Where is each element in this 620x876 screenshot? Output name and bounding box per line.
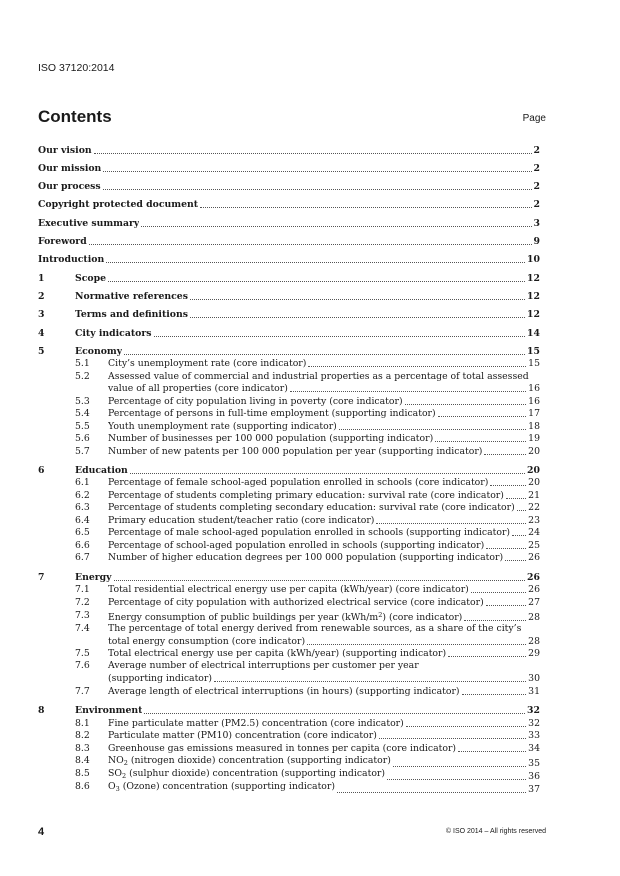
toc-subentry[interactable]: Fine particulate matter (PM2.5) concentration (core indicator) 32: [108, 718, 540, 729]
toc-subentry[interactable]: Energy consumption of public buildings per year $(kWh/m^2)$ (core indicator) 28: [108, 611, 540, 623]
subclause-number: 7.2: [75, 597, 90, 608]
subclause-number: 7.3: [75, 610, 90, 621]
subclause-number: 8.2: [75, 730, 90, 741]
toc-entry-economy[interactable]: Economy 15: [75, 346, 540, 357]
subclause-number: 5.3: [75, 396, 90, 407]
toc-subentry[interactable]: $SO_2$ (sulphur dioxide) concentration (supporting indicator) 36: [108, 768, 540, 782]
toc-subentry[interactable]: Percentage of city population with authorized electrical service (core indicator) 27: [108, 597, 540, 608]
toc-subentry[interactable]: City’s unemployment rate (core indicator) 15: [108, 358, 540, 369]
clause-number: 8: [38, 705, 45, 716]
toc-subentry[interactable]: Percentage of students completing secondary education: survival rate (core indicator) 22: [108, 502, 540, 513]
subclause-number: 7.4: [75, 623, 90, 634]
toc-subentry[interactable]: $NO_2$ (nitrogen dioxide) concentration (supporting indicator) 35: [108, 755, 540, 769]
toc-subentry-line: The percentage of total energy derived from renewable sources, as a share of the city’s: [108, 623, 522, 634]
clause-number: 5: [38, 346, 45, 357]
toc-entry-copyright[interactable]: Copyright protected document 2: [38, 199, 540, 210]
toc-subentry[interactable]: Percentage of male school-aged population enrolled in schools (supporting indicator) 24: [108, 527, 540, 538]
toc-subentry[interactable]: Particulate matter (PM10) concentration (core indicator) 33: [108, 730, 540, 741]
toc-subentry[interactable]: Average length of electrical interruptions (in hours) (supporting indicator) 31: [108, 686, 540, 697]
toc-entry-environment[interactable]: Environment 32: [75, 705, 540, 716]
subclause-number: 6.2: [75, 490, 90, 501]
toc-subentry[interactable]: Total residential electrical energy use per capita (kWh/year) (core indicator) 26: [108, 584, 540, 595]
toc-subentry[interactable]: $O_3$ (Ozone) concentration (supporting indicator) 37: [108, 781, 540, 795]
subclause-number: 6.6: [75, 540, 90, 551]
toc-entry-our-process[interactable]: Our process 2: [38, 181, 540, 192]
toc-subentry-line: Average number of electrical interruptions per customer per year: [108, 660, 419, 671]
toc-subentry[interactable]: Percentage of school-aged population enrolled in schools (supporting indicator) 25: [108, 540, 540, 551]
toc-subentry[interactable]: Percentage of city population living in poverty (core indicator) 16: [108, 396, 540, 407]
toc-entry-foreword[interactable]: Foreword 9: [38, 236, 540, 247]
subclause-number: 8.6: [75, 781, 90, 792]
subclause-number: 6.3: [75, 502, 90, 513]
subclause-number: 7.6: [75, 660, 90, 671]
subclause-number: 8.1: [75, 718, 90, 729]
toc-subentry[interactable]: value of all properties (core indicator) 16: [108, 383, 540, 394]
toc-subentry[interactable]: Greenhouse gas emissions measured in tonnes per capita (core indicator) 34: [108, 743, 540, 754]
subclause-number: 7.1: [75, 584, 90, 595]
toc-subentry[interactable]: Percentage of persons in full-time employment (supporting indicator) 17: [108, 408, 540, 419]
clause-number: 6: [38, 465, 45, 476]
clause-number: 3: [38, 309, 45, 320]
toc-subentry[interactable]: Youth unemployment rate (supporting indicator) 18: [108, 421, 540, 432]
toc-subentry[interactable]: Number of businesses per 100 000 population (supporting indicator) 19: [108, 433, 540, 444]
subclause-number: 8.4: [75, 755, 90, 766]
subclause-number: 5.6: [75, 433, 90, 444]
subclause-number: 8.5: [75, 768, 90, 779]
toc-entry-terms-definitions[interactable]: Terms and definitions 12: [75, 309, 540, 320]
toc-subentry-line: Assessed value of commercial and industrial properties as a percentage of total assessed: [108, 371, 529, 382]
subclause-number: 6.4: [75, 515, 90, 526]
contents-title: Contents: [38, 107, 112, 126]
toc-entry-normative-references[interactable]: Normative references 12: [75, 291, 540, 302]
clause-number: 7: [38, 572, 45, 583]
subclause-number: 7.5: [75, 648, 90, 659]
subclause-number: 5.2: [75, 371, 90, 382]
subclause-number: 6.7: [75, 552, 90, 563]
toc-entry-our-mission[interactable]: Our mission 2: [38, 163, 540, 174]
document-id: ISO 37120:2014: [38, 62, 115, 74]
page-column-label: Page: [522, 113, 546, 124]
toc-subentry[interactable]: Number of new patents per 100 000 population per year (supporting indicator) 20: [108, 446, 540, 457]
clause-number: 2: [38, 291, 45, 302]
toc-entry-education[interactable]: Education 20: [75, 465, 540, 476]
toc-subentry[interactable]: Percentage of students completing primary education: survival rate (core indicator) 21: [108, 490, 540, 501]
toc-subentry[interactable]: Number of higher education degrees per 100 000 population (supporting indicator) 26: [108, 552, 540, 563]
subclause-number: 5.1: [75, 358, 90, 369]
toc-subentry[interactable]: Percentage of female school-aged population enrolled in schools (core indicator) 20: [108, 477, 540, 488]
subclause-number: 7.7: [75, 686, 90, 697]
toc-entry-energy[interactable]: Energy 26: [75, 572, 540, 583]
subclause-number: 6.5: [75, 527, 90, 538]
toc-entry-executive-summary[interactable]: Executive summary 3: [38, 218, 540, 229]
clause-number: 1: [38, 273, 45, 284]
subclause-number: 8.3: [75, 743, 90, 754]
clause-number: 4: [38, 328, 45, 339]
toc-entry-our-vision[interactable]: Our vision 2: [38, 145, 540, 156]
toc-subentry[interactable]: total energy consumption (core indicator) 28: [108, 636, 540, 647]
toc-entry-city-indicators[interactable]: City indicators 14: [75, 328, 540, 339]
toc-entry-introduction[interactable]: Introduction 10: [38, 254, 540, 265]
toc-subentry[interactable]: Primary education student/teacher ratio (core indicator) 23: [108, 515, 540, 526]
subclause-number: 6.1: [75, 477, 90, 488]
page-number: 4: [38, 826, 45, 838]
subclause-number: 5.7: [75, 446, 90, 457]
copyright-notice: © ISO 2014 – All rights reserved: [445, 828, 546, 835]
toc-subentry[interactable]: (supporting indicator) 30: [108, 673, 540, 684]
subclause-number: 5.5: [75, 421, 90, 432]
subclause-number: 5.4: [75, 408, 90, 419]
toc-subentry[interactable]: Total electrical energy use per capita (kWh/year) (supporting indicator) 29: [108, 648, 540, 659]
toc-entry-scope[interactable]: Scope 12: [75, 273, 540, 284]
